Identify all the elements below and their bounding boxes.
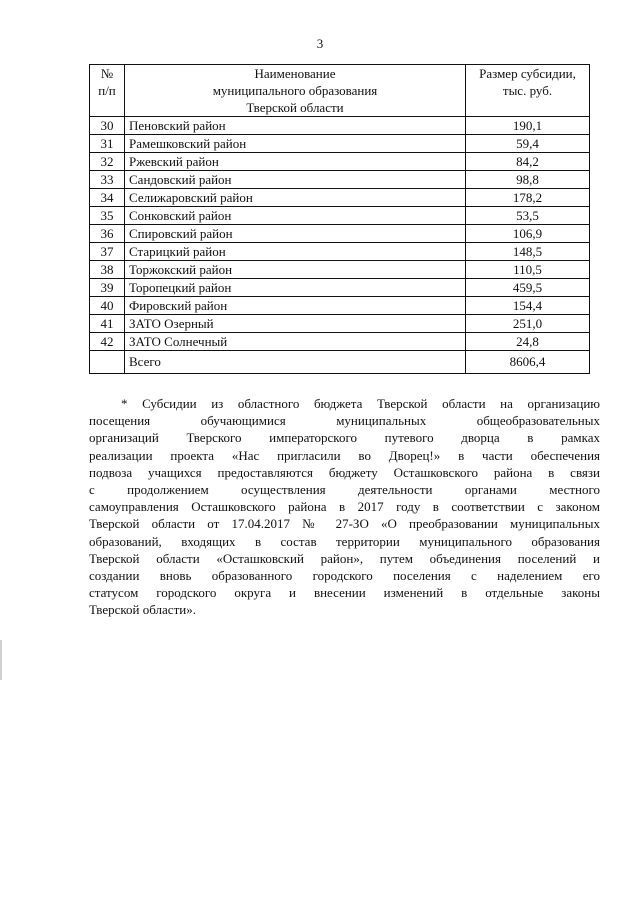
total-amount: 8606,4 (466, 351, 590, 374)
row-municipality: Фировский район (125, 297, 466, 315)
row-municipality: Торжокский район (125, 261, 466, 279)
row-municipality: Сандовский район (125, 171, 466, 189)
footnote (89, 395, 600, 619)
header-subsidy-amount: Размер субсидии, тыс. руб. (466, 65, 590, 117)
subsidy-table (89, 64, 590, 374)
total-label: Всего (125, 351, 466, 374)
total-row (90, 351, 590, 374)
row-amount: 190,1 (466, 117, 590, 135)
table-row (90, 315, 590, 333)
footnote-line: самоуправления Осташковского района в 2017 году в соответствии с законом (89, 499, 600, 515)
row-amount: 84,2 (466, 153, 590, 171)
page-number: 3 (316, 36, 324, 51)
table-row (90, 207, 590, 225)
table-row (90, 189, 590, 207)
footnote-line: * Субсидии из областного бюджета Тверской области на организацию (121, 396, 600, 411)
row-municipality: Ржевский район (125, 153, 466, 171)
row-number: 41 (90, 315, 125, 333)
total-number-cell (90, 351, 125, 374)
row-municipality: ЗАТО Озерный (125, 315, 466, 333)
footnote-line: Тверской области». (89, 602, 196, 618)
footnote-line: реализации проекта «Нас пригласили во Дворец!» в части обеспечения (89, 447, 600, 463)
row-number: 34 (90, 189, 125, 207)
row-number: 31 (90, 135, 125, 153)
footnote-line: создании вновь образованного городского поселения с наделением его (89, 568, 600, 584)
table-row (90, 297, 590, 315)
row-amount: 251,0 (466, 315, 590, 333)
footnote-line: образований, входящих в состав территории муниципального образования (89, 533, 600, 549)
row-amount: 154,4 (466, 297, 590, 315)
table-header-row (90, 65, 590, 117)
row-number: 38 (90, 261, 125, 279)
row-amount: 98,8 (466, 171, 590, 189)
table-row (90, 117, 590, 135)
row-number: 40 (90, 297, 125, 315)
row-municipality: Пеновский район (125, 117, 466, 135)
table-row (90, 171, 590, 189)
row-municipality: Спировский район (125, 225, 466, 243)
scan-edge-mark (0, 640, 2, 680)
row-amount: 178,2 (466, 189, 590, 207)
row-amount: 459,5 (466, 279, 590, 297)
row-municipality: Сонковский район (125, 207, 466, 225)
row-number: 30 (90, 117, 125, 135)
row-municipality: Рамешковский район (125, 135, 466, 153)
table-row (90, 261, 590, 279)
row-amount: 24,8 (466, 333, 590, 351)
row-municipality: ЗАТО Солнечный (125, 333, 466, 351)
row-number: 32 (90, 153, 125, 171)
footnote-line: организаций Тверского императорского путевого дворца в рамках (89, 430, 600, 446)
table-row (90, 243, 590, 261)
table-row (90, 279, 590, 297)
row-number: 42 (90, 333, 125, 351)
footnote-line: посещения обучающимися муниципальных общеобразовательных (89, 413, 600, 429)
table-row (90, 333, 590, 351)
row-amount: 59,4 (466, 135, 590, 153)
footnote-line: с продолжением осуществления деятельности органами местного (89, 482, 600, 498)
row-municipality: Старицкий район (125, 243, 466, 261)
table-row (90, 153, 590, 171)
row-number: 35 (90, 207, 125, 225)
table-row (90, 225, 590, 243)
row-municipality: Селижаровский район (125, 189, 466, 207)
footnote-line: подвоза учащихся предоставляются бюджету Осташковского района в связи (89, 464, 600, 480)
row-municipality: Торопецкий район (125, 279, 466, 297)
footnote-line: статусом городского округа и внесении изменений в отдельные законы (89, 585, 600, 601)
row-amount: 53,5 (466, 207, 590, 225)
row-amount: 148,5 (466, 243, 590, 261)
header-municipality: Наименование муниципального образования Тверской области (125, 65, 466, 117)
row-number: 37 (90, 243, 125, 261)
row-number: 33 (90, 171, 125, 189)
row-amount: 110,5 (466, 261, 590, 279)
row-number: 39 (90, 279, 125, 297)
footnote-line: Тверской области «Осташковский район», путем объединения поселений и (89, 550, 600, 566)
row-number: 36 (90, 225, 125, 243)
footnote-line: Тверской области от 17.04.2017 № 27-ЗО «О преобразовании муниципальных (89, 516, 600, 532)
header-number: № п/п (90, 65, 125, 117)
table-row (90, 135, 590, 153)
row-amount: 106,9 (466, 225, 590, 243)
